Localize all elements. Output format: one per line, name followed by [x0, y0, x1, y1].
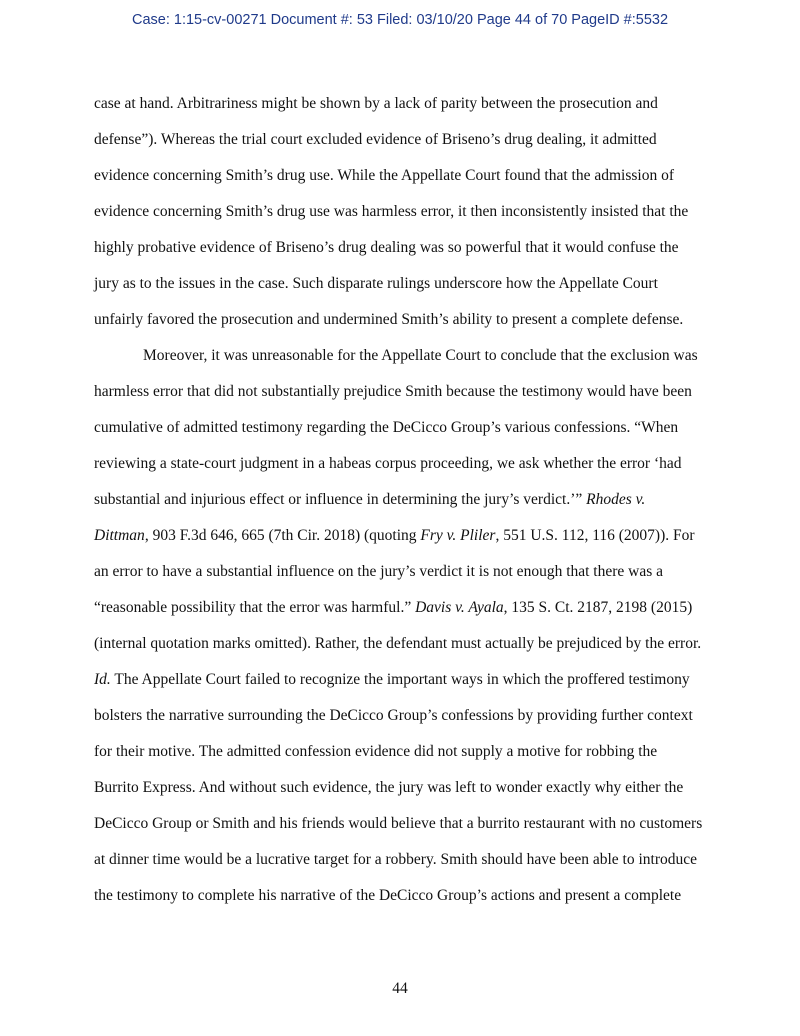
text-line: case at hand. Arbitrariness might be shown by a lack of parity between the prosecution and [94, 95, 658, 112]
text-line: an error to have a substantial influence on the jury’s verdict it is not enough that there was a [94, 563, 664, 580]
text-line: cumulative of admitted testimony regarding the DeCicco Group’s various confessions. “When [94, 419, 679, 436]
text-span: substantial and injurious effect or influence in determining the jury’s verdict.’” [94, 491, 587, 508]
text-line: harmless error that did not substantially prejudice Smith because the testimony would have been [94, 383, 692, 400]
text-line: (internal quotation marks omitted). Rather, the defendant must actually be prejudiced by the error. [94, 635, 702, 652]
text-span: The Appellate Court failed to recognize the important ways in which the proffered testimony [110, 671, 690, 688]
text-line: reviewing a state-court judgment in a habeas corpus proceeding, we ask whether the error ‘had [94, 455, 682, 472]
page-number: 44 [392, 980, 408, 997]
text-line: evidence concerning Smith’s drug use. While the Appellate Court found that the admission of [94, 167, 674, 184]
text-line [94, 491, 645, 509]
case-citation: Davis v. Ayala [415, 599, 504, 616]
text-line: bolsters the narrative surrounding the DeCicco Group’s confessions by providing further context [94, 707, 693, 724]
text-line: DeCicco Group or Smith and his friends would believe that a burrito restaurant with no customers [94, 815, 703, 832]
text-line [94, 527, 695, 545]
text-line: at dinner time would be a lucrative target for a robbery. Smith should have been able to introduce [94, 851, 698, 868]
text-line [94, 599, 692, 617]
case-citation: Dittman [94, 527, 145, 544]
text-line: Moreover, it was unreasonable for the Appellate Court to conclude that the exclusion was [143, 347, 698, 364]
text-line [94, 671, 690, 689]
text-span: , 903 F.3d 646, 665 (7th Cir. 2018) (quoting [144, 527, 421, 544]
text-line: unfairly favored the prosecution and undermined Smith’s ability to present a complete defense. [94, 311, 684, 328]
text-line: jury as to the issues in the case. Such disparate rulings underscore how the Appellate Court [94, 275, 658, 292]
text-line: evidence concerning Smith’s drug use was harmless error, it then inconsistently insisted that the [94, 203, 689, 220]
case-header: Case: 1:15-cv-00271 Document #: 53 Filed: 03/10/20 Page 44 of 70 PageID #:5532 [131, 12, 669, 28]
text-line: defense”). Whereas the trial court excluded evidence of Briseno’s drug dealing, it admitted [94, 131, 657, 148]
text-line: Burrito Express. And without such evidence, the jury was left to wonder exactly why either the [94, 779, 684, 796]
case-citation: Id. [94, 671, 111, 688]
case-citation: Fry v. Pliler [420, 527, 496, 544]
text-line: highly probative evidence of Briseno’s drug dealing was so powerful that it would confuse the [94, 239, 679, 256]
case-citation: Rhodes v. [586, 491, 646, 508]
text-span: , 551 U.S. 112, 116 (2007)). For [495, 527, 695, 544]
text-line: for their motive. The admitted confession evidence did not supply a motive for robbing the [94, 743, 658, 760]
text-span: “reasonable possibility that the error was harmful.” [94, 599, 416, 616]
text-span: , 135 S. Ct. 2187, 2198 (2015) [503, 599, 693, 616]
text-line: the testimony to complete his narrative of the DeCicco Group’s actions and present a complete [94, 887, 682, 904]
